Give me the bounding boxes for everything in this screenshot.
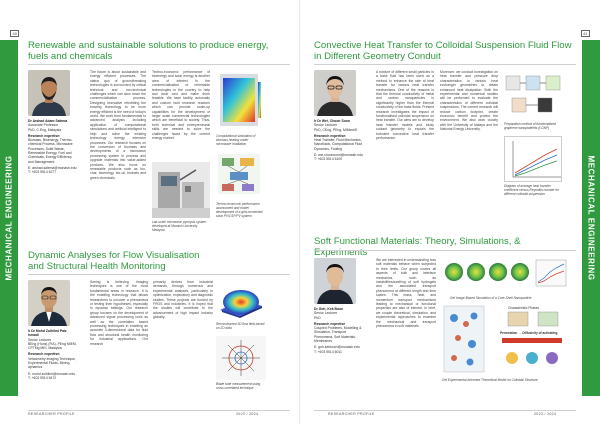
caption-heat-chart: Diagram of average heat transfer coefficient versus Reynolds number for different colloidal suspension: [504, 184, 560, 196]
researcher-name: Dr Arshad Adam Salema: [28, 119, 68, 123]
page-number-right: 41: [581, 30, 590, 37]
expertise-text: Heat Transfer, Fluid Mechanics, Nanofluids, Computational Fluid Dynamics, Fouling: [314, 138, 363, 151]
convective-body-col1: A mixture of different small particles in a base fluid has been used as a method to enhance the rate of heat transfer for various heat transfer mechanisms. One of the reasons is that the thermal conductivity of metal and carbon nanoparticles is significantly higher than the thermal conductivity of the base fluids. Present research investigates the impact of functionalised colloidal suspension on heat transfer. Our aims are to develop heat transfer models and study coolant geometry to explain the turbulent convective heat transfer performance.: [376, 70, 434, 141]
researcher-role: Senior Lecturer: [28, 337, 52, 342]
avatar-wei: [314, 70, 356, 116]
email-link[interactable]: E: arshad.salema@monash.edu: [28, 165, 77, 170]
researcher-degree: PhD, CEng, PEng, MIMechE: [314, 127, 358, 132]
phone-text: T: +603 5514 5472: [28, 375, 57, 380]
researcher-degree: PhD: [314, 315, 321, 320]
footer-rule: [314, 410, 576, 411]
researcher-role: Senior Lecturer: [314, 123, 338, 128]
researcher-degree: BEng (Hons) (FiA), PEng MIEM, CPTMg MEI, Malaysia: [28, 341, 77, 351]
avatar-salema: [28, 70, 70, 116]
researcher-role: Associate Professor: [28, 123, 59, 128]
section-tab-label: MECHANICAL ENGINEERING: [586, 155, 596, 281]
convective-title: Convective Heat Transfer to Colloidal Suspension Fluid Flow in Different Geometry Conduit: [314, 40, 572, 62]
title-rule: [28, 64, 290, 65]
footer-rule: [28, 410, 290, 411]
email-link[interactable]: E: goh.kekboon@monash.edu: [314, 345, 360, 350]
blade-tube-figure: [216, 336, 266, 380]
avatar-goh: [314, 258, 356, 304]
renewable-body-col1: The future is about sustainable and energy efficient processes. The status quo of groundbreaking technologies is surrounded by critical technical and non-technical challenges which can slow down the commercialisation process. Designing innovative retrofitting the existing technology to be more energy efficient is the need of today's world. We work from fundamentals to advanced analysis including application of computational simulations and artificial intelligent to help and solve the existing technology energy intensive processes. Our research focuses on the conversion of biomass and developments of a microwave processing system to process and upgrade materials into value-added products. We also focus on renewable products such as bio-char, bioenergy, bio-oil, biofuels and green chemicals.: [90, 70, 146, 180]
footer-title-right: RESEARCHER PROFILE: [328, 412, 375, 416]
title-rule: [314, 250, 576, 251]
caption-simulation: Computational simulation of biomass heating under microwave irradiation: [216, 134, 256, 146]
expertise-text: Velocimetry Imaging Technique, Experimental Fluids, Mixing dynamics: [28, 356, 76, 370]
techno-economic-figure: [216, 150, 262, 200]
portrait-person-icon: [28, 280, 70, 326]
expertise-label: Research expertise: [314, 321, 346, 326]
caption-core-shell: Gel Image-Based Simulation of a Core-Shell Nanoparticle: [450, 296, 532, 300]
characteristic-phases-label: Characteristic Phases: [508, 306, 540, 310]
profile-salema: [28, 119, 78, 175]
footer-title-left: RESEARCHER PROFILE: [28, 412, 75, 416]
portrait-person-icon: [314, 70, 356, 116]
caption-techno: Techno-economic performance assessment and model development of a grid-connected solar PV/CSP/PV system: [216, 202, 263, 218]
heat-transfer-chart: [504, 136, 562, 182]
caption-blade-tube: Blade tube measurement using cross-correlated technique: [216, 382, 261, 390]
core-shell-simulation-figure: [442, 256, 570, 294]
flow-body-col1: Seeing is believing. Imaging techniques is one of the most fundamental areas in research. It is the enabling technology that allows researchers to uncover a phenomena or testing their hypotheses, especially in dynamic settings. Our research group focuses on the development of advanced signal processing tools as well as the correlation based processing techniques in enabling an accurate 3-dimensional data for fluid flow and structural health monitoring for industrial applications. Our research: [90, 280, 148, 346]
flow-field-figure: [216, 280, 266, 320]
researcher-name: Ir Dr Wei, Choon Soon: [314, 119, 350, 123]
renewable-body-col2: Techno-economic performance of bioenergy and solar energy is another area of interest in the commercialisation of renewable technologies in the country to help and treat cost and make them feasible. We have facility, automatic and custom built research reactors which can provide scale-up capabilities for the development of larger scale commercial technologies which are beneficial to society. Thus, both technical and entrepreneurial skills are needed to solve the challenges faced by the current energy market.: [152, 70, 210, 141]
soft-body-col1: We are interested in understanding how soft materials behave when subjected to their limits. Our group covers all aspects of bulk and interface mechanics, such as instabilities/swelling of soft hydrogels and the associated transport phenomena at different length and time scales. This mass, heat, and momentum transport mechanisms leading to mechanical or functional properties are also of interest. In brief, we couple theoretical, simulation, and experimental approaches to examine the mechanical and transport phenomena in soft materials.: [376, 258, 436, 329]
portrait-person-icon: [314, 258, 356, 304]
title-rule: [28, 274, 290, 275]
phone-text: T: +603 5514 6100: [314, 157, 343, 162]
renewable-title: Renewable and sustainable solutions to produce energy, fuels and chemicals: [28, 40, 269, 62]
section-tab-left: [0, 40, 18, 396]
page-number-left: 40: [10, 30, 19, 37]
avatar-ismadi: [28, 280, 70, 326]
email-link[interactable]: E: mohd.zulhilmi@monash.edu: [28, 371, 75, 376]
microwave-system-figure: [152, 162, 210, 218]
caption-flow-field: Reconstructed 3D flow field based on 2D data: [216, 322, 265, 330]
fgnp-preparation-figure: [504, 70, 562, 120]
section-tab-right: [582, 40, 600, 396]
caption-fgnp: Preparation method of functionalised graphene nanoplatelets (f-GNP): [504, 122, 556, 130]
researcher-role: Senior Lecturer: [314, 311, 338, 316]
caption-microwave: Lab-scale microwave pyrolysis system developed at Monash University Malaysia: [152, 220, 207, 232]
right-page: [300, 0, 600, 424]
expertise-label: Research expertise:: [314, 133, 347, 138]
researcher-name: Ir Dr Mohd Zulhilmi Paiz Ismadi: [28, 329, 67, 338]
profile-goh: [314, 307, 364, 354]
biomass-simulation-figure: [216, 70, 262, 132]
portrait-person-icon: [28, 70, 70, 116]
flow-title: Dynamic Analyses for Flow Visualisation and Structural Health Monitoring: [28, 250, 200, 272]
phone-text: T: +603 5514 6277: [28, 170, 57, 175]
researcher-name: Dr Goh, Kek Boon: [314, 307, 344, 311]
expertise-text: Biomass, Bioenergy, Thermo-chemical Process, Microwave Processes, Solid Waste, Renewable Energy, Fuel and Chemicals, Energy Efficiency and Management: [28, 138, 73, 164]
colloidal-model-figure: [442, 304, 570, 376]
section-tab-label: MECHANICAL ENGINEERING: [4, 155, 14, 281]
permeation-label: Permeation → Diffusivity of activating: [500, 331, 558, 335]
caption-colloidal: Gel Experimental-Informed Theoretical Model on Colloidal Structure: [442, 378, 538, 382]
expertise-label: Research expertise:: [28, 352, 61, 357]
email-link[interactable]: E: wei.choonsoon@monash.edu: [314, 153, 363, 158]
flow-body-col2: primarily derives from industrial demands, through numerous and experimental analyses, particularly in optimization, exploratory and diagnostic studies. These projects are funded by FRGS and industries. It is hoped that the studies will contribute to the advancement of high impact industry globally.: [153, 280, 213, 320]
convective-body-col2: Moreover, we conduct investigation on heat transfer and pressure drop characteristics in various heat exchanger geometries to obtain enhanced heat dissipation. Both the experimental and numerical studies will be performed to evaluate the characteristics of different colloidal suspensions. The current research will reduce carbon footprint, create economic benefit and protect the environment. We also work closely with the University of Malaya and the National Energy University.: [440, 70, 498, 132]
researcher-degree: PhD, C.Eng, Malaysia: [28, 127, 62, 132]
soft-title: Soft Functional Materials: Theory, Simulations, & Experiments: [314, 236, 521, 258]
profile-ismadi: [28, 329, 78, 380]
profile-wei: [314, 119, 364, 162]
footer-date-right: 2023 / 2024: [534, 412, 557, 416]
expertise-text: Coupled Problems, Modelling & Simulation, Transport Phenomena, Soft Materials, Membranes: [314, 326, 362, 344]
expertise-label: Research expertise:: [28, 133, 61, 138]
phone-text: T: +603 5514 6011: [314, 349, 342, 354]
title-rule: [314, 64, 576, 65]
footer-date-left: 2023 / 2024: [236, 412, 259, 416]
simulation-panels: [445, 263, 529, 281]
